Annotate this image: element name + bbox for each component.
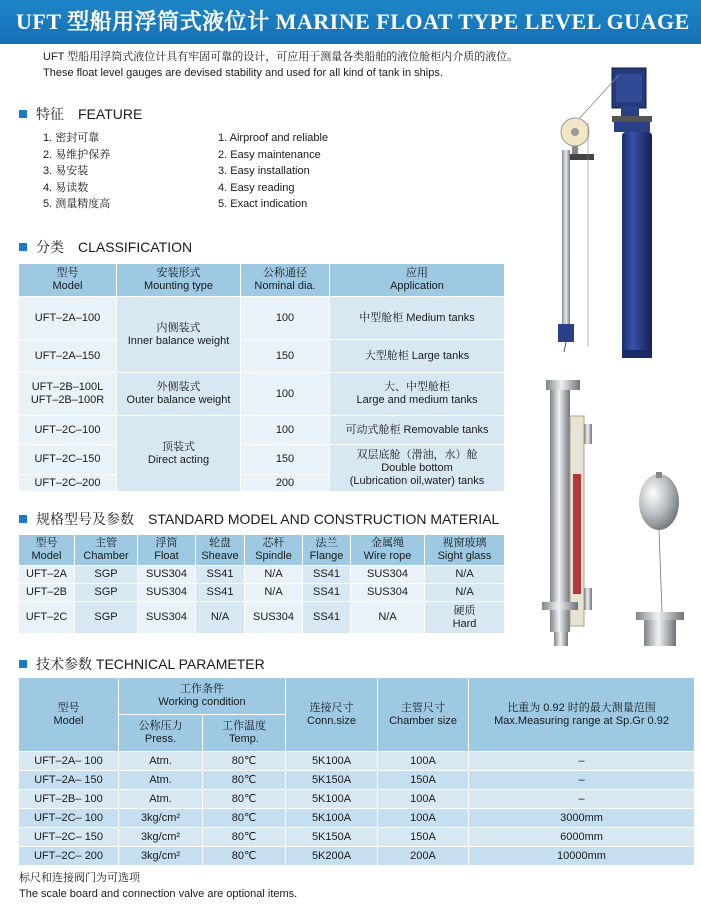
table-cell: UFT–2A– 150 xyxy=(19,771,119,790)
list-item: 3. Easy installation xyxy=(218,165,310,177)
feature-list-en xyxy=(218,130,328,213)
table-cell: 5K150A xyxy=(286,828,378,847)
list-item: 5. Exact indication xyxy=(218,198,308,210)
nominal-cell: 100 xyxy=(241,373,330,416)
table-cell: UFT–2C– 100 xyxy=(19,809,119,828)
table-cell: N/A xyxy=(425,584,505,602)
table-cell: SUS304 xyxy=(351,566,425,584)
table-cell: 100A xyxy=(378,809,469,828)
list-item: 5. 测量精度高 xyxy=(43,198,111,210)
feature-heading: 特征 FEATURE xyxy=(19,104,142,124)
table-cell: UFT–2B xyxy=(19,584,75,602)
table-cell: UFT–2B– 100 xyxy=(19,790,119,809)
scale-board xyxy=(562,150,570,336)
table-cell: SUS304 xyxy=(138,602,196,634)
nominal-cell: 200 xyxy=(241,475,330,492)
col-header-temp: 工作温度 Temp. xyxy=(203,715,286,752)
table-row xyxy=(19,752,695,771)
col-header-conn-size: 连接尺寸 Conn.size xyxy=(286,678,378,752)
indicator-upper xyxy=(573,426,581,472)
technical-table xyxy=(18,677,695,866)
table-cell: UFT–2C– 200 xyxy=(19,847,119,866)
bullet-square-icon xyxy=(19,660,27,668)
base-nozzle xyxy=(644,620,676,646)
main-chamber xyxy=(622,132,652,357)
application-cell: 中型舱柜 Medium tanks xyxy=(330,297,505,340)
table-cell: SS41 xyxy=(303,584,351,602)
table-row xyxy=(19,566,505,584)
list-item: 4. Easy reading xyxy=(218,181,295,194)
table-header-row xyxy=(19,678,695,715)
col-header-working-condition: 工作条件 Working condition xyxy=(119,678,286,715)
table-cell: 3kg/cm² xyxy=(119,847,203,866)
drain-cap xyxy=(554,632,568,646)
table-cell: N/A xyxy=(351,602,425,634)
top-flange xyxy=(612,116,652,122)
col-header-model: 型号 Model xyxy=(19,535,75,566)
table-cell: N/A xyxy=(196,602,245,634)
col-header-application: 应用 Application xyxy=(330,264,505,297)
top-collar xyxy=(614,122,650,132)
classification-heading: 分类 CLASSIFICATION xyxy=(19,237,192,257)
footnote-cn: 标尺和连接阀门为可选项 xyxy=(19,872,140,884)
col-header-nominal: 公称通径 Nominal dia. xyxy=(241,264,330,297)
table-cell: 3000mm xyxy=(469,809,695,828)
feature-list-cn xyxy=(43,130,110,213)
col-header-sight-glass: 视窗玻璃 Sight glass xyxy=(425,535,505,566)
mounting-cell: 顶装式 Direct acting xyxy=(117,416,241,492)
list-item: 1. 密封可靠 xyxy=(43,132,100,144)
bullet-square-icon xyxy=(19,243,27,251)
table-cell: SS41 xyxy=(303,566,351,584)
list-item: 2. 易维护保养 xyxy=(43,148,111,161)
table-row xyxy=(19,445,505,475)
table-cell: 5K200A xyxy=(286,847,378,866)
table-cell: UFT–2A xyxy=(19,566,75,584)
classification-table xyxy=(18,263,505,492)
table-cell: 5K150A xyxy=(286,771,378,790)
table-header-row xyxy=(19,264,505,297)
table-row xyxy=(19,584,505,602)
float-gauge-photo-1 xyxy=(548,62,698,372)
table-row xyxy=(19,771,695,790)
chamber-bottom xyxy=(622,350,652,358)
col-header-range: 比重为 0.92 时的最大测量范围 Max.Measuring range at Sp.Gr 0.92 xyxy=(469,678,695,752)
application-cell: 大型舱柜 Large tanks xyxy=(330,340,505,373)
mounting-cell: 外侧装式 Outer balance weight xyxy=(117,373,241,416)
side-valve-bottom xyxy=(584,588,592,610)
col-header-model: 型号 Model xyxy=(19,264,117,297)
table-cell: SS41 xyxy=(196,584,245,602)
table-cell: SUS304 xyxy=(245,602,303,634)
application-cell: 可动式舱柜 Removable tanks xyxy=(330,416,505,445)
table-cell: 80℃ xyxy=(203,847,286,866)
intro-en: These float level gauges are devised stability and used for all kind of tank in ships. xyxy=(43,67,443,79)
base-flange xyxy=(636,612,684,620)
application-cell: 双层底舱（滑油，水）舱 Double bottom (Lubrication oil,water) tanks xyxy=(330,445,505,492)
table-cell: 5K100A xyxy=(286,809,378,828)
table-cell: – xyxy=(469,790,695,809)
table-cell: 80℃ xyxy=(203,809,286,828)
nominal-cell: 150 xyxy=(241,340,330,373)
table-row xyxy=(19,828,695,847)
float-wire xyxy=(659,530,662,612)
table-cell: 10000mm xyxy=(469,847,695,866)
table-cell: Atm. xyxy=(119,752,203,771)
table-cell: – xyxy=(469,771,695,790)
list-item: 4. 易读数 xyxy=(43,181,89,194)
table-cell: 80℃ xyxy=(203,771,286,790)
list-item: 2. Easy maintenance xyxy=(218,148,321,161)
table-cell: 100A xyxy=(378,790,469,809)
table-row xyxy=(19,416,505,445)
table-cell: Atm. xyxy=(119,790,203,809)
list-item: 3. 易安装 xyxy=(43,165,89,177)
bullet-square-icon xyxy=(19,110,27,118)
col-header-chamber-size: 主管尺寸 Chamber size xyxy=(378,678,469,752)
model-cell: UFT–2C–100 xyxy=(19,416,117,445)
table-cell: 80℃ xyxy=(203,828,286,847)
nominal-cell: 150 xyxy=(241,445,330,475)
nominal-cell: 100 xyxy=(241,297,330,340)
col-header-model: 型号 Model xyxy=(19,678,119,752)
float-ball xyxy=(639,474,679,530)
col-header-sheave: 轮盘 Sheave xyxy=(196,535,245,566)
table-row xyxy=(19,809,695,828)
footnote xyxy=(19,870,297,902)
model-cell: UFT–2C–150 xyxy=(19,445,117,475)
model-cell: UFT–2C–200 xyxy=(19,475,117,492)
table-cell: SS41 xyxy=(303,602,351,634)
intro xyxy=(43,49,563,81)
standard-table xyxy=(18,534,505,634)
float-hook xyxy=(656,472,662,478)
table-cell: SGP xyxy=(75,584,138,602)
table-row xyxy=(19,602,505,634)
table-header-row xyxy=(19,535,505,566)
level-indicator xyxy=(573,474,581,594)
table-cell: – xyxy=(469,752,695,771)
col-header-wire-rope: 金属绳 Wire rope xyxy=(351,535,425,566)
table-row xyxy=(19,790,695,809)
application-cell: 大、中型舱柜 Large and medium tanks xyxy=(330,373,505,416)
col-header-mounting: 安装形式 Mounting type xyxy=(117,264,241,297)
table-row xyxy=(19,297,505,340)
table-cell: 6000mm xyxy=(469,828,695,847)
footnote-en: The scale board and connection valve are optional items. xyxy=(19,888,298,900)
table-cell: Atm. xyxy=(119,771,203,790)
col-header-float: 浮筒 Float xyxy=(138,535,196,566)
support-leg xyxy=(564,342,566,352)
table-cell: SS41 xyxy=(196,566,245,584)
model-cell: UFT–2B–100L UFT–2B–100R xyxy=(19,373,117,416)
table-cell: 150A xyxy=(378,771,469,790)
col-header-chamber: 主管 Chamber xyxy=(75,535,138,566)
col-header-flange: 法兰 Flange xyxy=(303,535,351,566)
table-cell: 80℃ xyxy=(203,752,286,771)
table-cell: SGP xyxy=(75,566,138,584)
model-cell: UFT–2A–150 xyxy=(19,340,117,373)
list-item: 1. Airproof and reliable xyxy=(218,132,329,144)
table-cell: 5K100A xyxy=(286,752,378,771)
table-row xyxy=(19,847,695,866)
intro-cn: UFT 型船用浮筒式液位计具有牢固可靠的设计，可应用于测量各类船舶的液位舱柜内介质的液位。 xyxy=(43,51,519,63)
table-cell: SUS304 xyxy=(138,584,196,602)
table-cell: N/A xyxy=(425,566,505,584)
table-cell: 100A xyxy=(378,752,469,771)
table-cell: UFT–2C xyxy=(19,602,75,634)
col-header-spindle: 芯杆 Spindle xyxy=(245,535,303,566)
table-cell: N/A xyxy=(245,566,303,584)
sheave-hub xyxy=(571,128,579,136)
nominal-cell: 100 xyxy=(241,416,330,445)
table-row xyxy=(19,373,505,416)
table-cell: UFT–2A– 100 xyxy=(19,752,119,771)
table-cell: 3kg/cm² xyxy=(119,828,203,847)
float-gauge-photo-2 xyxy=(540,374,700,652)
table-cell: 200A xyxy=(378,847,469,866)
table-cell: 3kg/cm² xyxy=(119,809,203,828)
page-title: UFT 型船用浮筒式液位计 MARINE FLOAT TYPE LEVEL GUAGE xyxy=(0,0,701,44)
table-cell: UFT–2C– 150 xyxy=(19,828,119,847)
bullet-square-icon xyxy=(19,515,27,523)
mounting-cell: 内侧装式 Inner balance weight xyxy=(117,297,241,373)
table-cell: 5K100A xyxy=(286,790,378,809)
top-flange xyxy=(546,380,580,390)
col-header-press: 公称压力 Press. xyxy=(119,715,203,752)
chamber-pipe xyxy=(550,390,570,632)
balance-weight xyxy=(558,324,574,342)
table-cell: SUS304 xyxy=(351,584,425,602)
standard-heading: 规格型号及参数 STANDARD MODEL AND CONSTRUCTION MATERIAL xyxy=(19,509,499,529)
table-cell: 150A xyxy=(378,828,469,847)
table-row xyxy=(19,340,505,373)
junction-box-face xyxy=(616,74,642,102)
table-cell: SGP xyxy=(75,602,138,634)
table-cell: 80℃ xyxy=(203,790,286,809)
table-cell: 硬质 Hard xyxy=(425,602,505,634)
table-cell: N/A xyxy=(245,584,303,602)
model-cell: UFT–2A–100 xyxy=(19,297,117,340)
bottom-flange xyxy=(542,602,578,610)
table-cell: SUS304 xyxy=(138,566,196,584)
technical-heading: 技术参数 TECHNICAL PARAMETER xyxy=(19,654,265,674)
side-valve-top xyxy=(584,424,592,444)
